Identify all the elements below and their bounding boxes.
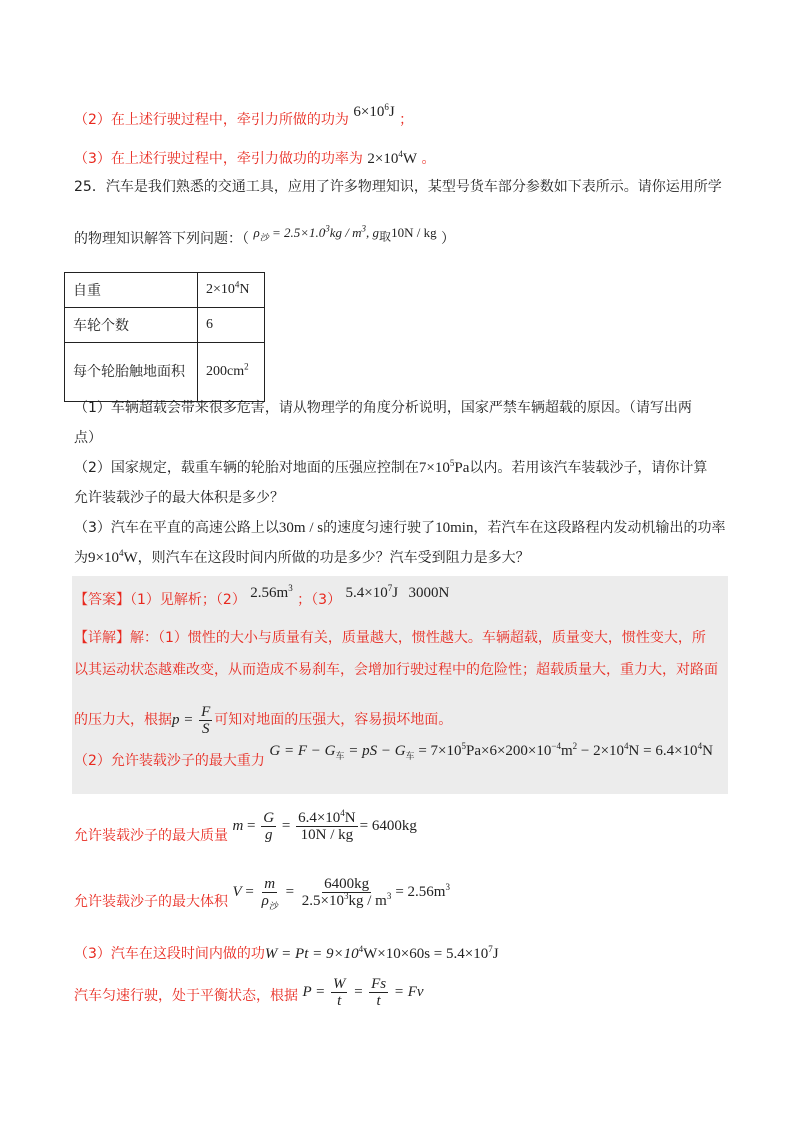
table-cell-value: $2\times 10^4N$ bbox=[198, 273, 265, 308]
question-given-line: 的物理知识解答下列问题：（ $\rho_沙 = 2.5\times 1.0^3kg / m^3$, $g_取10N$ / kg ） bbox=[74, 223, 456, 247]
detail-mass-line: 允许装载沙子的最大质量 m = $\frac{G}{g}$ = $\frac{6.4\times 10^4N}{10N / kg}$ = 6400kg bbox=[74, 808, 417, 844]
detail-line-2: 以其运动状态越难改变，从而造成不易刹车，会增加行驶过程中的危险性；超载质量大，重力大，对路面 bbox=[74, 662, 718, 678]
table-row bbox=[65, 308, 265, 343]
table-row bbox=[65, 343, 265, 402]
answer-line: 【答案】（1）见解析；（2） $2.56m^3$ ；（3） $5.4\times 10^7J$ 3000N bbox=[74, 583, 450, 608]
volume-formula: V = $\frac{m}{\rho_沙}$ = $\frac{6400kg}{2.5\times 10^3kg / m^3}$ = $2.56m^3$ bbox=[232, 876, 450, 912]
detail-line-1: 【详解】解：（1）惯性的大小与质量有关，质量越大，惯性越大。车辆超载，质量变大，惯性变大，所 bbox=[74, 630, 706, 646]
detail-tag: 【详解】 bbox=[74, 630, 130, 646]
answer-q3-value: $2\times 10^4W$ bbox=[367, 149, 417, 167]
truck-params-table bbox=[64, 272, 265, 402]
detail-last-line: 汽车匀速行驶，处于平衡状态，根据 P = $\frac{W}{t}$ = $\frac{Fs}{t}$ = Fv bbox=[74, 976, 424, 1010]
subquestion-3-line-a: （3）汽车在平直的高速公路上以30m / s的速度匀速行驶了10min，若汽车在这段路程内发动机输出的功率 bbox=[74, 520, 726, 536]
subquestion-1-line-a: （1）车辆超载会带来很多危害，请从物理学的角度分析说明，国家严禁车辆超载的原因。（请写出两 bbox=[74, 400, 692, 416]
work-formula: $W = Pt = 9\times 10^4W\times 10\times 60s = 5.4\times 10^7J$ bbox=[264, 944, 499, 962]
answer-line-q3: （3）在上述行驶过程中，牵引力做功的功率为 $2\times 10^4W$ 。 bbox=[74, 149, 436, 167]
answer-q2-label: （2）在上述行驶过程中，牵引力所做的功为 bbox=[74, 112, 349, 128]
detail-volume-line: 允许装载沙子的最大体积 V = $\frac{m}{\rho_沙}$ = $\frac{6400kg}{2.5\times 10^3kg / m^3}$ = $2.56m^3$ bbox=[74, 876, 450, 912]
power-formula: P = $\frac{W}{t}$ = $\frac{Fs}{t}$ = Fv bbox=[302, 976, 424, 1010]
subquestion-2-line-a: （2）国家规定，载重车辆的轮胎对地面的压强应控制在$7\times 10^5Pa$以内。若用该汽车装载沙子，请你计算 bbox=[74, 458, 708, 476]
detail-gravity-line: （2）允许装载沙子的最大重力 $G = F - G_车$ = pS − $G_车 = 7\times 10^5Pa\times 6\times 200\times 10^{-4}m^2 - 2\times 10^4N = 6.4\times 10^4N$ bbox=[74, 741, 713, 769]
table-row bbox=[65, 273, 265, 308]
mass-formula: m = $\frac{G}{g}$ = $\frac{6.4\times 10^4N}{10N / kg}$ = 6400kg bbox=[232, 808, 417, 844]
answer-tag: 【答案】 bbox=[74, 592, 130, 608]
answer-q3-label: （3）在上述行驶过程中，牵引力做功的功率为 bbox=[74, 151, 363, 167]
table-cell-value: 6 bbox=[198, 308, 265, 343]
answer-q2-value: $6\times 10^6J$ bbox=[353, 102, 395, 120]
detail-work-line: （3）汽车在这段时间内做的功$W = Pt = 9\times 10^4W\times 10\times 60s = 5.4\times 10^7J$ bbox=[74, 944, 499, 962]
table-cell-label: 车轮个数 bbox=[65, 308, 198, 343]
gravity-formula: $G = F - G_车$ = pS − $G_车 = 7\times 10^5Pa\times 6\times 200\times 10^{-4}m^2 - 2\times 10^4N = 6.4\times 10^4N$ bbox=[269, 741, 713, 761]
table-cell-label: 自重 bbox=[65, 273, 198, 308]
table-cell-label: 每个轮胎触地面积 bbox=[65, 343, 198, 402]
subquestion-2-line-b: 允许装载沙子的最大体积是多少？ bbox=[74, 490, 284, 506]
table-cell-value: $200cm^2$ bbox=[198, 343, 265, 402]
given-formula: $\rho_沙 = 2.5\times 1.0^3kg / m^3$, $g_取10N$ / kg bbox=[253, 223, 437, 244]
subquestion-1-line-b: 点） bbox=[74, 430, 102, 446]
detail-line-3: 的压力大，根据p = $\frac{F}{S}$ 可知对地面的压强大，容易损坏地面。 bbox=[74, 704, 453, 738]
subquestion-3-line-b: 为$9\times 10^4W$，则汽车在这段时间内所做的功是多少？汽车受到阻力是多大？ bbox=[74, 548, 530, 566]
answer-line-q2: （2）在上述行驶过程中，牵引力所做的功为 $6\times 10^6J$ ； bbox=[74, 102, 414, 128]
question-intro: 25．汽车是我们熟悉的交通工具，应用了许多物理知识，某型号货车部分参数如下表所示。请你运用所学 bbox=[74, 179, 722, 195]
